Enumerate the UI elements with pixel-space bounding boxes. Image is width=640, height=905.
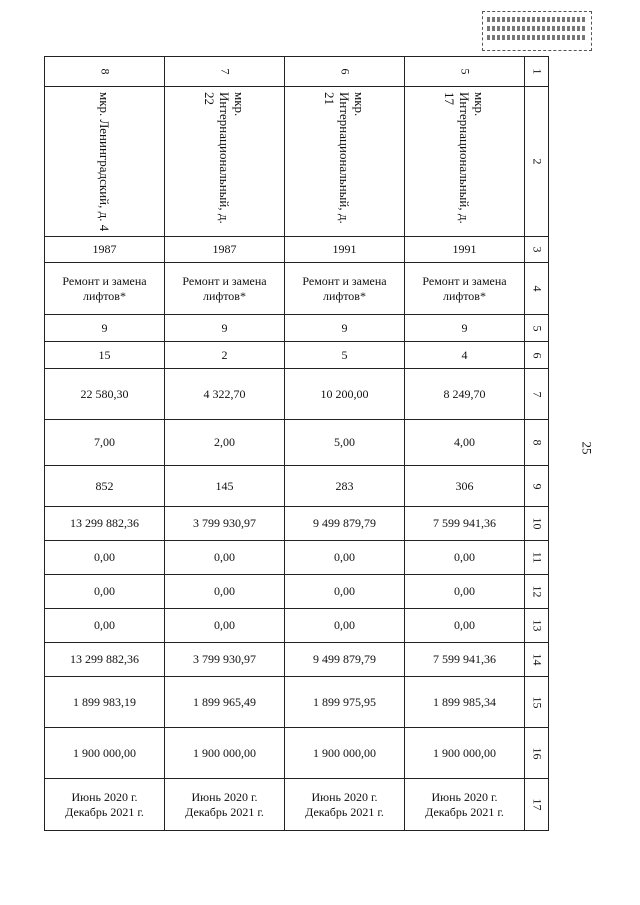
value-cell: 306 bbox=[405, 466, 525, 507]
floors-cell: 9 bbox=[45, 315, 165, 342]
cost-cell: 9 499 879,79 bbox=[285, 507, 405, 541]
value-cell: 0,00 bbox=[285, 575, 405, 609]
column-number: 7 bbox=[218, 68, 232, 75]
table-row bbox=[45, 541, 549, 575]
address-cell: мкр. Интернациональный, д. 21 bbox=[322, 91, 367, 224]
table-row bbox=[45, 728, 549, 779]
table-row bbox=[45, 677, 549, 728]
row-index: 9 bbox=[530, 483, 544, 489]
value-cell: 0,00 bbox=[285, 609, 405, 643]
value-cell: 15 bbox=[45, 342, 165, 369]
value-cell: 0,00 bbox=[165, 575, 285, 609]
value-cell: 0,00 bbox=[45, 575, 165, 609]
row-index: 14 bbox=[530, 653, 544, 666]
row-index: 1 bbox=[530, 68, 544, 75]
year-cell: 1987 bbox=[165, 237, 285, 263]
schedule-cell: Июнь 2020 г. Декабрь 2021 г. bbox=[45, 779, 165, 831]
table-row bbox=[45, 507, 549, 541]
address-cell: мкр. Интернациональный, д. 22 bbox=[202, 91, 247, 224]
value-cell: 0,00 bbox=[405, 541, 525, 575]
row-index: 15 bbox=[530, 696, 544, 708]
value-cell: 0,00 bbox=[165, 609, 285, 643]
area-cell: 10 200,00 bbox=[285, 369, 405, 420]
row-index: 13 bbox=[530, 619, 544, 632]
floors-cell: 9 bbox=[405, 315, 525, 342]
column-number: 5 bbox=[458, 68, 472, 75]
work-type-cell: Ремонт и замена лифтов* bbox=[45, 263, 165, 315]
value-cell: 2 bbox=[165, 342, 285, 369]
row-index: 4 bbox=[530, 285, 544, 292]
approval-stamp bbox=[482, 11, 592, 51]
table-row bbox=[45, 237, 549, 263]
value-cell: 5,00 bbox=[285, 420, 405, 466]
cost-cell: 1 899 983,19 bbox=[45, 677, 165, 728]
row-index: 17 bbox=[530, 798, 544, 811]
value-cell: 0,00 bbox=[45, 609, 165, 643]
value-cell: 4 bbox=[405, 342, 525, 369]
value-cell: 0,00 bbox=[165, 541, 285, 575]
cost-cell: 7 599 941,36 bbox=[405, 507, 525, 541]
year-cell: 1991 bbox=[285, 237, 405, 263]
table-row bbox=[45, 466, 549, 507]
table-row bbox=[45, 609, 549, 643]
row-index: 10 bbox=[530, 517, 544, 530]
year-cell: 1987 bbox=[45, 237, 165, 263]
value-cell: 0,00 bbox=[405, 609, 525, 643]
table-row bbox=[45, 57, 549, 87]
column-number: 6 bbox=[338, 68, 352, 75]
cost-cell: 9 499 879,79 bbox=[285, 643, 405, 677]
work-type-cell: Ремонт и замена лифтов* bbox=[405, 263, 525, 315]
year-cell: 1991 bbox=[405, 237, 525, 263]
value-cell: 2,00 bbox=[165, 420, 285, 466]
table-row bbox=[45, 342, 549, 369]
cost-cell: 1 900 000,00 bbox=[45, 728, 165, 779]
cost-cell: 3 799 930,97 bbox=[165, 507, 285, 541]
value-cell: 0,00 bbox=[285, 541, 405, 575]
table-row bbox=[45, 263, 549, 315]
row-index: 11 bbox=[530, 551, 544, 564]
table-row bbox=[45, 315, 549, 342]
table-row bbox=[45, 643, 549, 677]
stamp-line bbox=[487, 17, 587, 22]
row-index: 7 bbox=[530, 391, 544, 397]
table-row bbox=[45, 779, 549, 831]
page-number: 25 bbox=[579, 441, 595, 455]
cost-cell: 1 900 000,00 bbox=[165, 728, 285, 779]
value-cell: 7,00 bbox=[45, 420, 165, 466]
value-cell: 283 bbox=[285, 466, 405, 507]
value-cell: 4,00 bbox=[405, 420, 525, 466]
table-row bbox=[45, 87, 549, 237]
cost-cell: 3 799 930,97 bbox=[165, 643, 285, 677]
table-row bbox=[45, 420, 549, 466]
cost-cell: 1 900 000,00 bbox=[405, 728, 525, 779]
repair-schedule-table bbox=[44, 56, 549, 831]
value-cell: 5 bbox=[285, 342, 405, 369]
row-index: 2 bbox=[530, 158, 544, 165]
cost-cell: 1 899 975,95 bbox=[285, 677, 405, 728]
value-cell: 0,00 bbox=[45, 541, 165, 575]
value-cell: 852 bbox=[45, 466, 165, 507]
table-row bbox=[45, 575, 549, 609]
value-cell: 145 bbox=[165, 466, 285, 507]
cost-cell: 1 900 000,00 bbox=[285, 728, 405, 779]
row-index: 8 bbox=[530, 439, 544, 446]
row-index: 3 bbox=[530, 246, 544, 253]
schedule-cell: Июнь 2020 г. Декабрь 2021 г. bbox=[165, 779, 285, 831]
cost-cell: 13 299 882,36 bbox=[45, 643, 165, 677]
work-type-cell: Ремонт и замена лифтов* bbox=[285, 263, 405, 315]
column-number: 8 bbox=[98, 68, 112, 75]
stamp-line bbox=[487, 26, 587, 31]
stamp-line bbox=[487, 35, 587, 40]
floors-cell: 9 bbox=[165, 315, 285, 342]
row-index: 5 bbox=[530, 325, 544, 331]
address-cell: мкр. Ленинградский, д. 4 bbox=[97, 91, 112, 231]
cost-cell: 7 599 941,36 bbox=[405, 643, 525, 677]
area-cell: 22 580,30 bbox=[45, 369, 165, 420]
area-cell: 4 322,70 bbox=[165, 369, 285, 420]
cost-cell: 13 299 882,36 bbox=[45, 507, 165, 541]
row-index: 6 bbox=[530, 352, 544, 358]
address-cell: мкр. Интернациональный, д. 17 bbox=[442, 91, 487, 224]
cost-cell: 1 899 985,34 bbox=[405, 677, 525, 728]
schedule-cell: Июнь 2020 г. Декабрь 2021 г. bbox=[405, 779, 525, 831]
table-row bbox=[45, 369, 549, 420]
row-index: 12 bbox=[530, 585, 544, 598]
cost-cell: 1 899 965,49 bbox=[165, 677, 285, 728]
floors-cell: 9 bbox=[285, 315, 405, 342]
value-cell: 0,00 bbox=[405, 575, 525, 609]
work-type-cell: Ремонт и замена лифтов* bbox=[165, 263, 285, 315]
schedule-cell: Июнь 2020 г. Декабрь 2021 г. bbox=[285, 779, 405, 831]
area-cell: 8 249,70 bbox=[405, 369, 525, 420]
row-index: 16 bbox=[530, 747, 544, 759]
